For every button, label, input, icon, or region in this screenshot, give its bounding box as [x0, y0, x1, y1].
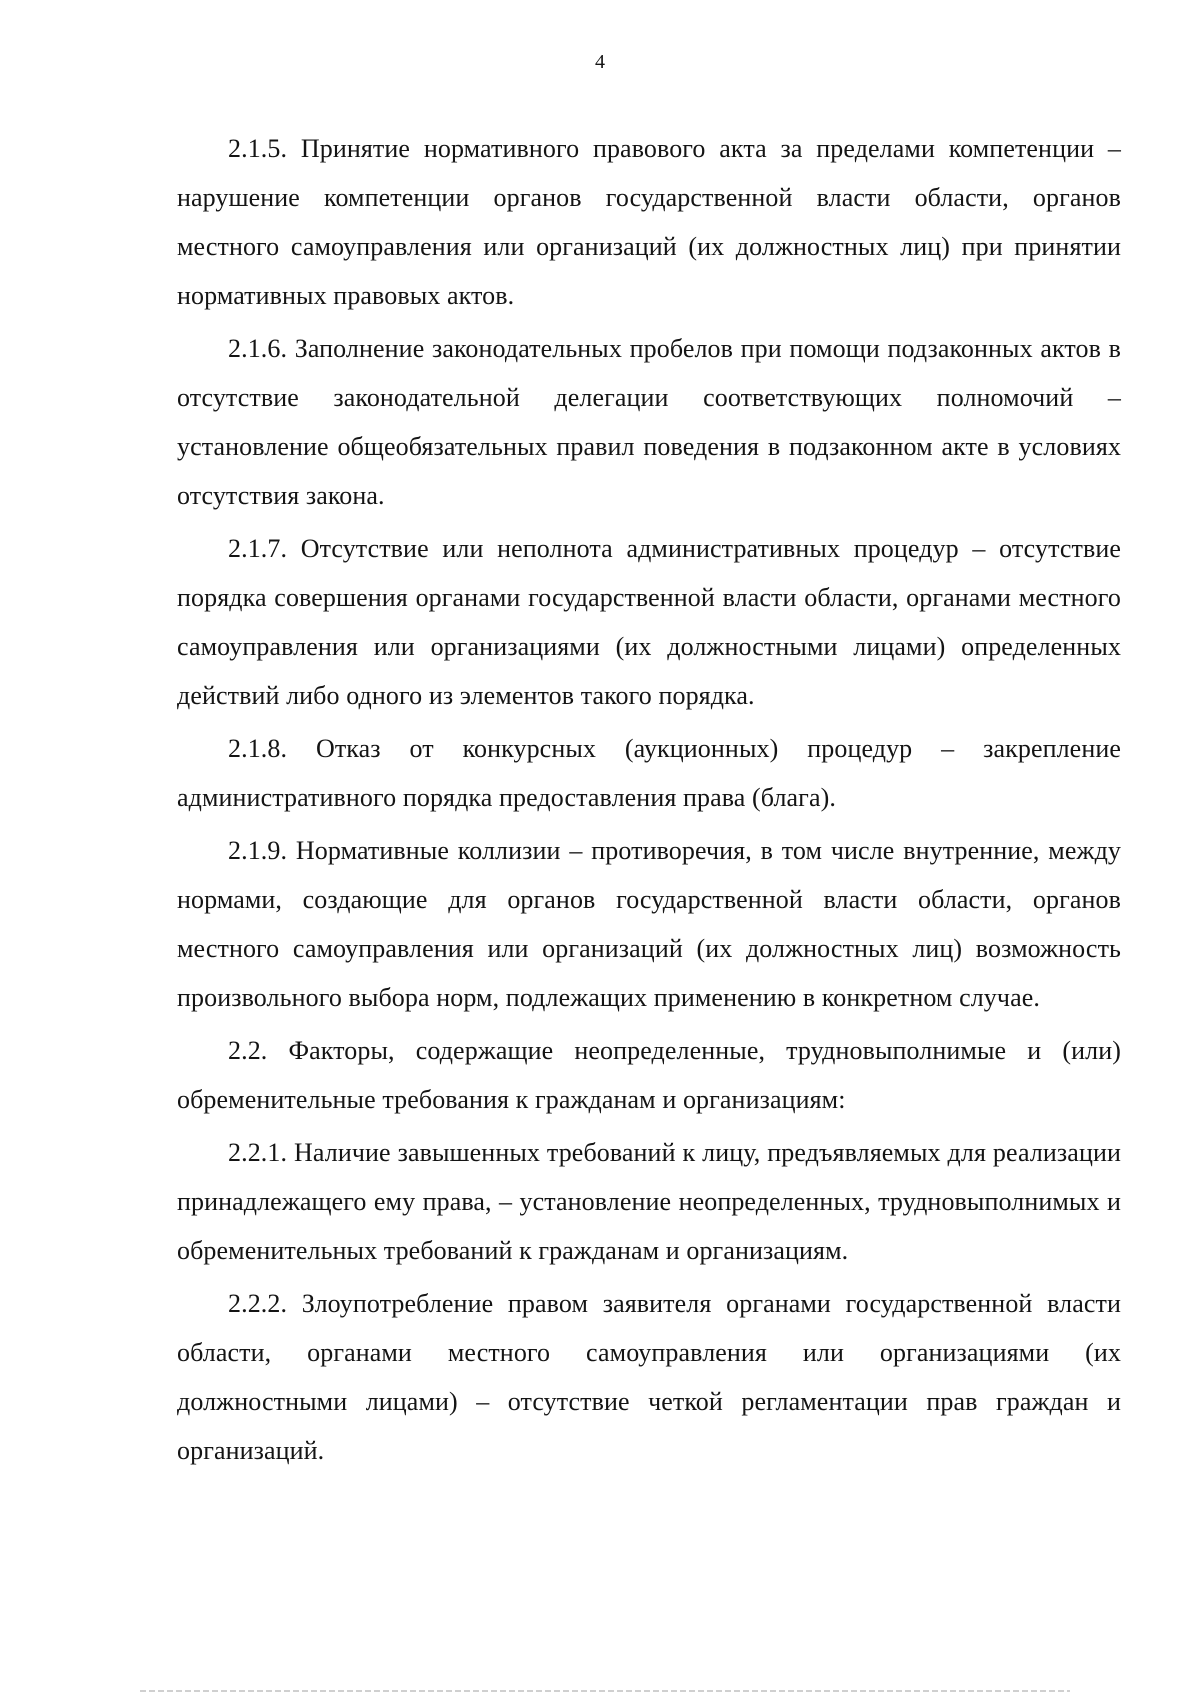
- paragraph-2-1-8: 2.1.8. Отказ от конкурсных (аукционных) процедур – закрепление административного порядка предоставления права (блага).: [177, 734, 1121, 812]
- paragraph-2-1-7: 2.1.7. Отсутствие или неполнота административных процедур – отсутствие порядка совершения органами государственной власти области, органами местного самоуправления или организациями (их должностными лицами) определенных действий либо одного из элементов такого порядка.: [177, 534, 1121, 710]
- paragraph-2-2-1: 2.2.1. Наличие завышенных требований к лицу, предъявляемых для реализации принадлежащего ему права, – установление неопределенных, трудновыполнимых и обременительных требований к гражданам и организациям.: [177, 1138, 1121, 1265]
- paragraph-2-1-6: 2.1.6. Заполнение законодательных пробелов при помощи подзаконных актов в отсутствие законодательной делегации соответствующих полномочий – установление общеобязательных правил поведения в подзаконном акте в условиях отсутствия закона.: [177, 334, 1121, 510]
- paragraph-2-2-2: 2.2.2. Злоупотребление правом заявителя органами государственной власти области, органами местного самоуправления или организациями (их должностными лицами) – отсутствие четкой регламентации прав граждан и организаций.: [177, 1289, 1121, 1465]
- scan-edge-line: [140, 1690, 1070, 1692]
- paragraph-2-1-5: 2.1.5. Принятие нормативного правового акта за пределами компетенции – нарушение компетенции органов государственной власти области, органов местного самоуправления или организаций (их должностных лиц) при принятии нормативных правовых актов.: [177, 134, 1121, 310]
- paragraph-2-2: 2.2. Факторы, содержащие неопределенные, трудновыполнимые и (или) обременительные требования к гражданам и организациям:: [177, 1036, 1121, 1114]
- page-number: 4: [595, 51, 605, 73]
- paragraph-2-1-9: 2.1.9. Нормативные коллизии – противоречия, в том числе внутренние, между нормами, создающие для органов государственной власти области, органов местного самоуправления или организаций (их должностных лиц) возможность произвольного выбора норм, подлежащих применению в конкретном случае.: [177, 836, 1121, 1012]
- document-body: [177, 124, 1121, 1479]
